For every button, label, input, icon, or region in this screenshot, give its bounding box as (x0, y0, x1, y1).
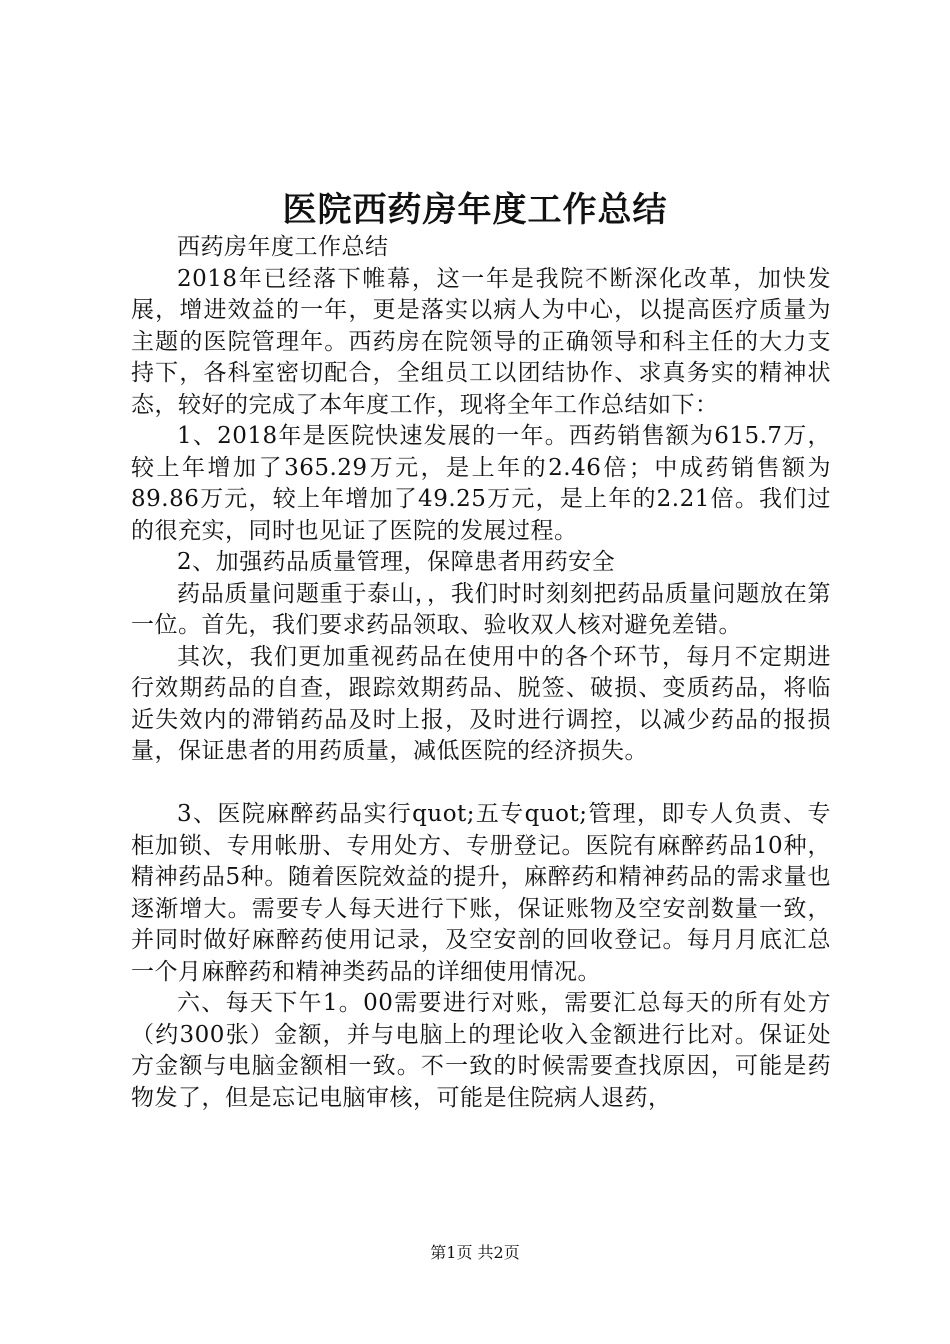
subtitle-paragraph: 西药房年度工作总结 (177, 234, 389, 260)
quality-heading: 2、加强药品质量管理，保障患者用药安全 (177, 549, 616, 575)
quality-paragraph: 药品质量问题重于泰山，，我们时时刻刻把药品质量问题放在第一位。首先，我们要求药品领取、验收双人核对避免差错。 (131, 580, 831, 638)
paragraph-gap (131, 768, 831, 800)
intro-paragraph: 2018年已经落下帷幕，这一年是我院不断深化改革，加快发展，增进效益的一年，更是落实以病人为中心，以提高医疗质量为主题的医院管理年。西药房在院领导的正确领导和科主任的大力支持下，各科室密切配合，全组员工以团结协作、求真务实的精神状态，较好的完成了本年度工作，现将全年工作总结如下： (131, 265, 831, 418)
reconciliation-paragraph: 六、每天下午1。00需要进行对账，需要汇总每天的所有处方（约300张）金额，并与电脑上的理论收入金额进行比对。保证处方金额与电脑金额相一致。不一致的时候需要查找原因，可能是药物发了，但是忘记电脑审核，可能是住院病人退药， (131, 990, 831, 1111)
page-footer: 第1页 共2页 (430, 1243, 520, 1262)
narcotics-paragraph: 3、医院麻醉药品实行quot;五专quot;管理，即专人负责、专柜加锁、专用帐册、专用处方、专册登记。医院有麻醉药品10种，精神药品5种。随着医院效益的提升，麻醉药和精神药品的需求量也逐渐增大。需要专人每天进行下账，保证账物及空安剖数量一致，并同时做好麻醉药使用记录，及空安剖的回收登记。每月月底汇总一个月麻醉药和精神类药品的详细使用情况。 (131, 801, 831, 985)
expiry-paragraph: 其次，我们更加重视药品在使用中的各个环节，每月不定期进行效期药品的自查，跟踪效期药品、脱签、破损、变质药品，将临近失效内的滞销药品及时上报，及时进行调控，以减少药品的报损量，保证患者的用药质量，减低医院的经济损失。 (131, 643, 831, 764)
document-title: 医院西药房年度工作总结 (282, 190, 668, 230)
sales-paragraph: 1、2018年是医院快速发展的一年。西药销售额为615.7万，较上年增加了365.29万元，是上年的2.46倍；中成药销售额为89.86万元，较上年增加了49.25万元，是上年的2.21倍。我们过的很充实，同时也见证了医院的发展过程。 (131, 423, 831, 544)
document-body (131, 232, 831, 1114)
